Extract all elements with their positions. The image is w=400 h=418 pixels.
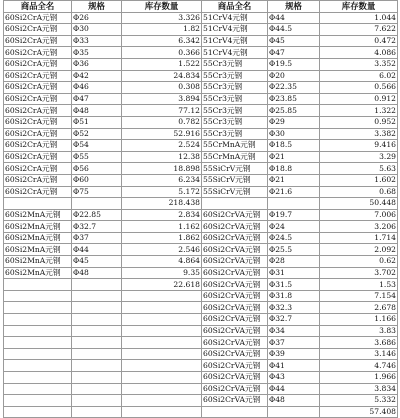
table-body <box>4 12 398 418</box>
product-name-cell: 60Si2MnA元钢 <box>4 256 72 268</box>
stock-qty-cell: 0.952 <box>320 116 398 128</box>
table-row <box>4 163 398 175</box>
product-name-cell: 60Si2CrA元钢 <box>4 93 72 105</box>
stock-qty-cell: 7.154 <box>320 290 398 302</box>
product-name-cell <box>4 302 72 314</box>
spec-cell: Φ21.6 <box>268 186 320 198</box>
table-row <box>4 151 398 163</box>
header-row <box>4 1 398 13</box>
product-name-cell: 60Si2CrA元钢 <box>4 12 72 24</box>
product-name-cell <box>4 360 72 372</box>
spec-cell <box>72 314 122 326</box>
spec-cell: Φ31.5 <box>268 279 320 291</box>
spec-cell: Φ19.5 <box>268 58 320 70</box>
stock-qty-cell: 4.864 <box>122 256 202 268</box>
product-name-cell: 55Cr3元钢 <box>202 105 268 117</box>
product-name-cell: 60Si2MnA元钢 <box>4 221 72 233</box>
product-name-cell <box>4 314 72 326</box>
stock-qty-cell: 1.862 <box>122 232 202 244</box>
product-name-cell <box>4 198 72 210</box>
product-name-cell: 60Si2CrVA元钢 <box>202 267 268 279</box>
stock-qty-cell: 0.62 <box>320 256 398 268</box>
product-name-cell: 60Si2CrA元钢 <box>4 151 72 163</box>
spec-cell: Φ24.5 <box>268 232 320 244</box>
product-name-cell <box>4 406 72 418</box>
spec-cell <box>72 372 122 384</box>
spec-cell <box>72 337 122 349</box>
product-name-cell: 60Si2CrVA元钢 <box>202 360 268 372</box>
table-row <box>4 174 398 186</box>
product-name-cell: 60Si2CrA元钢 <box>4 35 72 47</box>
table-row <box>4 105 398 117</box>
stock-qty-cell: 52.916 <box>122 128 202 140</box>
table-row <box>4 360 398 372</box>
spec-cell <box>72 279 122 291</box>
stock-qty-cell: 1.166 <box>320 314 398 326</box>
stock-qty-cell: 3.382 <box>320 128 398 140</box>
product-name-cell: 60Si2CrVA元钢 <box>202 395 268 407</box>
stock-qty-cell: 0.566 <box>320 82 398 94</box>
stock-qty-cell <box>122 406 202 418</box>
product-name-cell: 60Si2CrA元钢 <box>4 186 72 198</box>
product-name-cell: 60Si2CrVA元钢 <box>202 372 268 384</box>
spec-cell: Φ48 <box>268 395 320 407</box>
table-row <box>4 140 398 152</box>
product-name-cell <box>4 290 72 302</box>
stock-qty-cell: 6.342 <box>122 35 202 47</box>
header-product-name: 商品全名 <box>202 1 268 13</box>
stock-qty-cell: 7.622 <box>320 24 398 36</box>
stock-qty-cell: 1.82 <box>122 24 202 36</box>
product-name-cell: 51CrV4元钢 <box>202 12 268 24</box>
table-row <box>4 82 398 94</box>
stock-qty-cell: 3.83 <box>320 325 398 337</box>
spec-cell: Φ47 <box>72 93 122 105</box>
product-name-cell: 60Si2MnA元钢 <box>4 267 72 279</box>
product-name-cell: 55Cr3元钢 <box>202 58 268 70</box>
spec-cell: Φ47 <box>268 47 320 59</box>
stock-qty-cell <box>122 395 202 407</box>
product-name-cell <box>4 395 72 407</box>
subtotal-cell: 50.448 <box>320 198 398 210</box>
stock-qty-cell: 0.68 <box>320 186 398 198</box>
spec-cell <box>72 406 122 418</box>
spec-cell: Φ75 <box>72 186 122 198</box>
spec-cell: Φ51 <box>72 116 122 128</box>
stock-qty-cell <box>122 314 202 326</box>
spec-cell: Φ44.5 <box>268 24 320 36</box>
table-row <box>4 244 398 256</box>
table-row <box>4 198 398 210</box>
spec-cell: Φ22.35 <box>268 82 320 94</box>
stock-qty-cell: 0.782 <box>122 116 202 128</box>
stock-qty-cell: 1.966 <box>320 372 398 384</box>
table-row <box>4 337 398 349</box>
spec-cell <box>268 406 320 418</box>
stock-qty-cell: 2.092 <box>320 244 398 256</box>
spec-cell: Φ24 <box>268 221 320 233</box>
product-name-cell: 55Cr3元钢 <box>202 128 268 140</box>
stock-qty-cell: 2.834 <box>122 209 202 221</box>
spec-cell: Φ44 <box>268 383 320 395</box>
spec-cell <box>72 395 122 407</box>
stock-qty-cell: 0.912 <box>320 93 398 105</box>
spec-cell <box>72 198 122 210</box>
product-name-cell: 60Si2CrA元钢 <box>4 174 72 186</box>
spec-cell: Φ54 <box>72 140 122 152</box>
stock-qty-cell: 0.366 <box>122 47 202 59</box>
product-name-cell: 55SiCrV元钢 <box>202 163 268 175</box>
product-name-cell: 60Si2CrA元钢 <box>4 82 72 94</box>
stock-qty-cell: 3.834 <box>320 383 398 395</box>
spec-cell: Φ52 <box>72 128 122 140</box>
spec-cell: Φ19.7 <box>268 209 320 221</box>
product-name-cell: 60Si2CrVA元钢 <box>202 302 268 314</box>
stock-qty-cell: 0.472 <box>320 35 398 47</box>
product-name-cell: 60Si2CrVA元钢 <box>202 348 268 360</box>
spec-cell: Φ29 <box>268 116 320 128</box>
product-name-cell: 60Si2CrA元钢 <box>4 105 72 117</box>
table-row <box>4 209 398 221</box>
stock-qty-cell <box>122 360 202 372</box>
table-row <box>4 383 398 395</box>
subtotal-cell: 218.438 <box>122 198 202 210</box>
product-name-cell: 60Si2CrVA元钢 <box>202 337 268 349</box>
spec-cell <box>72 325 122 337</box>
product-name-cell: 51CrV4元钢 <box>202 47 268 59</box>
stock-qty-cell: 0.308 <box>122 82 202 94</box>
table-row <box>4 70 398 82</box>
spec-cell: Φ44 <box>72 244 122 256</box>
spec-cell: Φ18.8 <box>268 163 320 175</box>
product-name-cell: 60Si2CrA元钢 <box>4 116 72 128</box>
spec-cell: Φ33 <box>72 35 122 47</box>
stock-qty-cell: 12.38 <box>122 151 202 163</box>
product-name-cell: 60Si2MnA元钢 <box>4 244 72 256</box>
stock-qty-cell: 4.746 <box>320 360 398 372</box>
stock-qty-cell: 1.602 <box>320 174 398 186</box>
spec-cell: Φ34 <box>268 325 320 337</box>
stock-qty-cell: 1.522 <box>122 58 202 70</box>
spec-cell <box>72 360 122 372</box>
stock-qty-cell: 3.686 <box>320 337 398 349</box>
stock-qty-cell: 6.02 <box>320 70 398 82</box>
stock-qty-cell: 5.63 <box>320 163 398 175</box>
table-row <box>4 186 398 198</box>
spec-cell: Φ21 <box>268 174 320 186</box>
spec-cell: Φ48 <box>72 267 122 279</box>
table-row <box>4 406 398 418</box>
product-name-cell: 60Si2CrVA元钢 <box>202 232 268 244</box>
product-name-cell: 60Si2MnA元钢 <box>4 232 72 244</box>
stock-qty-cell: 5.332 <box>320 395 398 407</box>
inventory-sheet <box>3 0 397 418</box>
header-spec: 规格 <box>268 1 320 13</box>
product-name-cell: 55Cr3元钢 <box>202 82 268 94</box>
header-stock-qty: 库存数量 <box>122 1 202 13</box>
stock-qty-cell: 18.898 <box>122 163 202 175</box>
stock-qty-cell: 2.678 <box>320 302 398 314</box>
product-name-cell: 55SiCrV元钢 <box>202 174 268 186</box>
stock-qty-cell: 3.702 <box>320 267 398 279</box>
stock-qty-cell: 4.086 <box>320 47 398 59</box>
product-name-cell: 60Si2CrA元钢 <box>4 58 72 70</box>
stock-qty-cell <box>122 372 202 384</box>
product-name-cell <box>4 337 72 349</box>
spec-cell: Φ30 <box>72 24 122 36</box>
product-name-cell: 60Si2CrVA元钢 <box>202 221 268 233</box>
table-row <box>4 128 398 140</box>
spec-cell: Φ55 <box>72 151 122 163</box>
table-row <box>4 221 398 233</box>
stock-qty-cell: 1.044 <box>320 12 398 24</box>
header-product-name: 商品全名 <box>4 1 72 13</box>
spec-cell: Φ21 <box>268 151 320 163</box>
table-row <box>4 372 398 384</box>
product-name-cell: 60Si2CrA元钢 <box>4 47 72 59</box>
stock-qty-cell: 77.12 <box>122 105 202 117</box>
table-row <box>4 256 398 268</box>
spec-cell: Φ46 <box>72 82 122 94</box>
spec-cell: Φ41 <box>268 360 320 372</box>
product-name-cell: 60Si2CrVA元钢 <box>202 314 268 326</box>
product-name-cell <box>4 348 72 360</box>
product-name-cell: 60Si2CrVA元钢 <box>202 209 268 221</box>
product-name-cell: 60Si2CrVA元钢 <box>202 383 268 395</box>
spec-cell: Φ43 <box>268 372 320 384</box>
stock-qty-cell: 3.894 <box>122 93 202 105</box>
table-row <box>4 47 398 59</box>
table-row <box>4 12 398 24</box>
table-row <box>4 24 398 36</box>
stock-qty-cell: 3.146 <box>320 348 398 360</box>
table-row <box>4 314 398 326</box>
spec-cell: Φ37 <box>72 232 122 244</box>
spec-cell: Φ20 <box>268 70 320 82</box>
product-name-cell: 55Cr3元钢 <box>202 93 268 105</box>
product-name-cell <box>202 406 268 418</box>
product-name-cell: 55Cr3元钢 <box>202 70 268 82</box>
product-name-cell <box>4 325 72 337</box>
product-name-cell: 60Si2CrA元钢 <box>4 163 72 175</box>
table-row <box>4 325 398 337</box>
spec-cell <box>72 290 122 302</box>
stock-qty-cell: 6.234 <box>122 174 202 186</box>
spec-cell <box>72 348 122 360</box>
table-row <box>4 290 398 302</box>
inventory-table <box>3 0 398 418</box>
product-name-cell: 60Si2CrVA元钢 <box>202 256 268 268</box>
product-name-cell: 55Cr3元钢 <box>202 116 268 128</box>
spec-cell: Φ56 <box>72 163 122 175</box>
stock-qty-cell: 9.416 <box>320 140 398 152</box>
spec-cell: Φ60 <box>72 174 122 186</box>
stock-qty-cell <box>122 337 202 349</box>
spec-cell: Φ26 <box>72 12 122 24</box>
table-row <box>4 302 398 314</box>
header-stock-qty: 库存数量 <box>320 1 398 13</box>
spec-cell: Φ32.3 <box>268 302 320 314</box>
spec-cell <box>72 383 122 395</box>
table-row <box>4 93 398 105</box>
spec-cell: Φ18.5 <box>268 140 320 152</box>
product-name-cell <box>4 383 72 395</box>
spec-cell: Φ32.7 <box>72 221 122 233</box>
spec-cell: Φ30 <box>268 128 320 140</box>
spec-cell: Φ31 <box>268 267 320 279</box>
product-name-cell: 60Si2CrA元钢 <box>4 140 72 152</box>
stock-qty-cell: 3.29 <box>320 151 398 163</box>
product-name-cell <box>4 279 72 291</box>
table-row <box>4 58 398 70</box>
spec-cell: Φ23.85 <box>268 93 320 105</box>
stock-qty-cell: 9.35 <box>122 267 202 279</box>
table-row <box>4 116 398 128</box>
product-name-cell <box>202 198 268 210</box>
stock-qty-cell: 2.524 <box>122 140 202 152</box>
spec-cell: Φ36 <box>72 58 122 70</box>
table-row <box>4 35 398 47</box>
stock-qty-cell <box>122 325 202 337</box>
product-name-cell: 55CrMnA元钢 <box>202 140 268 152</box>
spec-cell: Φ42 <box>72 70 122 82</box>
spec-cell: Φ48 <box>72 105 122 117</box>
spec-cell <box>268 198 320 210</box>
spec-cell: Φ28 <box>268 256 320 268</box>
product-name-cell: 60Si2CrVA元钢 <box>202 325 268 337</box>
spec-cell <box>72 302 122 314</box>
product-name-cell: 60Si2CrVA元钢 <box>202 279 268 291</box>
subtotal-cell: 22.618 <box>122 279 202 291</box>
subtotal-cell: 57.408 <box>320 406 398 418</box>
product-name-cell: 60Si2CrA元钢 <box>4 24 72 36</box>
product-name-cell <box>4 372 72 384</box>
stock-qty-cell <box>122 383 202 395</box>
spec-cell: Φ32.7 <box>268 314 320 326</box>
stock-qty-cell: 3.352 <box>320 58 398 70</box>
table-row <box>4 232 398 244</box>
stock-qty-cell: 2.546 <box>122 244 202 256</box>
spec-cell: Φ25.85 <box>268 105 320 117</box>
spec-cell: Φ45 <box>72 256 122 268</box>
product-name-cell: 51CrV4元钢 <box>202 24 268 36</box>
product-name-cell: 60Si2MnA元钢 <box>4 209 72 221</box>
spec-cell: Φ45 <box>268 35 320 47</box>
stock-qty-cell <box>122 348 202 360</box>
stock-qty-cell: 3.326 <box>122 12 202 24</box>
product-name-cell: 60Si2CrVA元钢 <box>202 244 268 256</box>
stock-qty-cell: 24.834 <box>122 70 202 82</box>
stock-qty-cell: 1.322 <box>320 105 398 117</box>
product-name-cell: 60Si2CrA元钢 <box>4 128 72 140</box>
table-row <box>4 279 398 291</box>
stock-qty-cell <box>122 302 202 314</box>
spec-cell: Φ22.85 <box>72 209 122 221</box>
stock-qty-cell: 1.162 <box>122 221 202 233</box>
product-name-cell: 60Si2CrA元钢 <box>4 70 72 82</box>
product-name-cell: 55CrMnA元钢 <box>202 151 268 163</box>
spec-cell: Φ35 <box>72 47 122 59</box>
stock-qty-cell: 1.53 <box>320 279 398 291</box>
table-row <box>4 395 398 407</box>
stock-qty-cell: 3.206 <box>320 221 398 233</box>
product-name-cell: 55SiCrV元钢 <box>202 186 268 198</box>
stock-qty-cell: 5.172 <box>122 186 202 198</box>
spec-cell: Φ37 <box>268 337 320 349</box>
stock-qty-cell: 7.006 <box>320 209 398 221</box>
header-spec: 规格 <box>72 1 122 13</box>
stock-qty-cell <box>122 290 202 302</box>
spec-cell: Φ25.5 <box>268 244 320 256</box>
spec-cell: Φ31.8 <box>268 290 320 302</box>
product-name-cell: 51CrV4元钢 <box>202 35 268 47</box>
spec-cell: Φ44 <box>268 12 320 24</box>
table-row <box>4 267 398 279</box>
table-row <box>4 348 398 360</box>
spec-cell: Φ39 <box>268 348 320 360</box>
product-name-cell: 60Si2CrVA元钢 <box>202 290 268 302</box>
stock-qty-cell: 1.714 <box>320 232 398 244</box>
